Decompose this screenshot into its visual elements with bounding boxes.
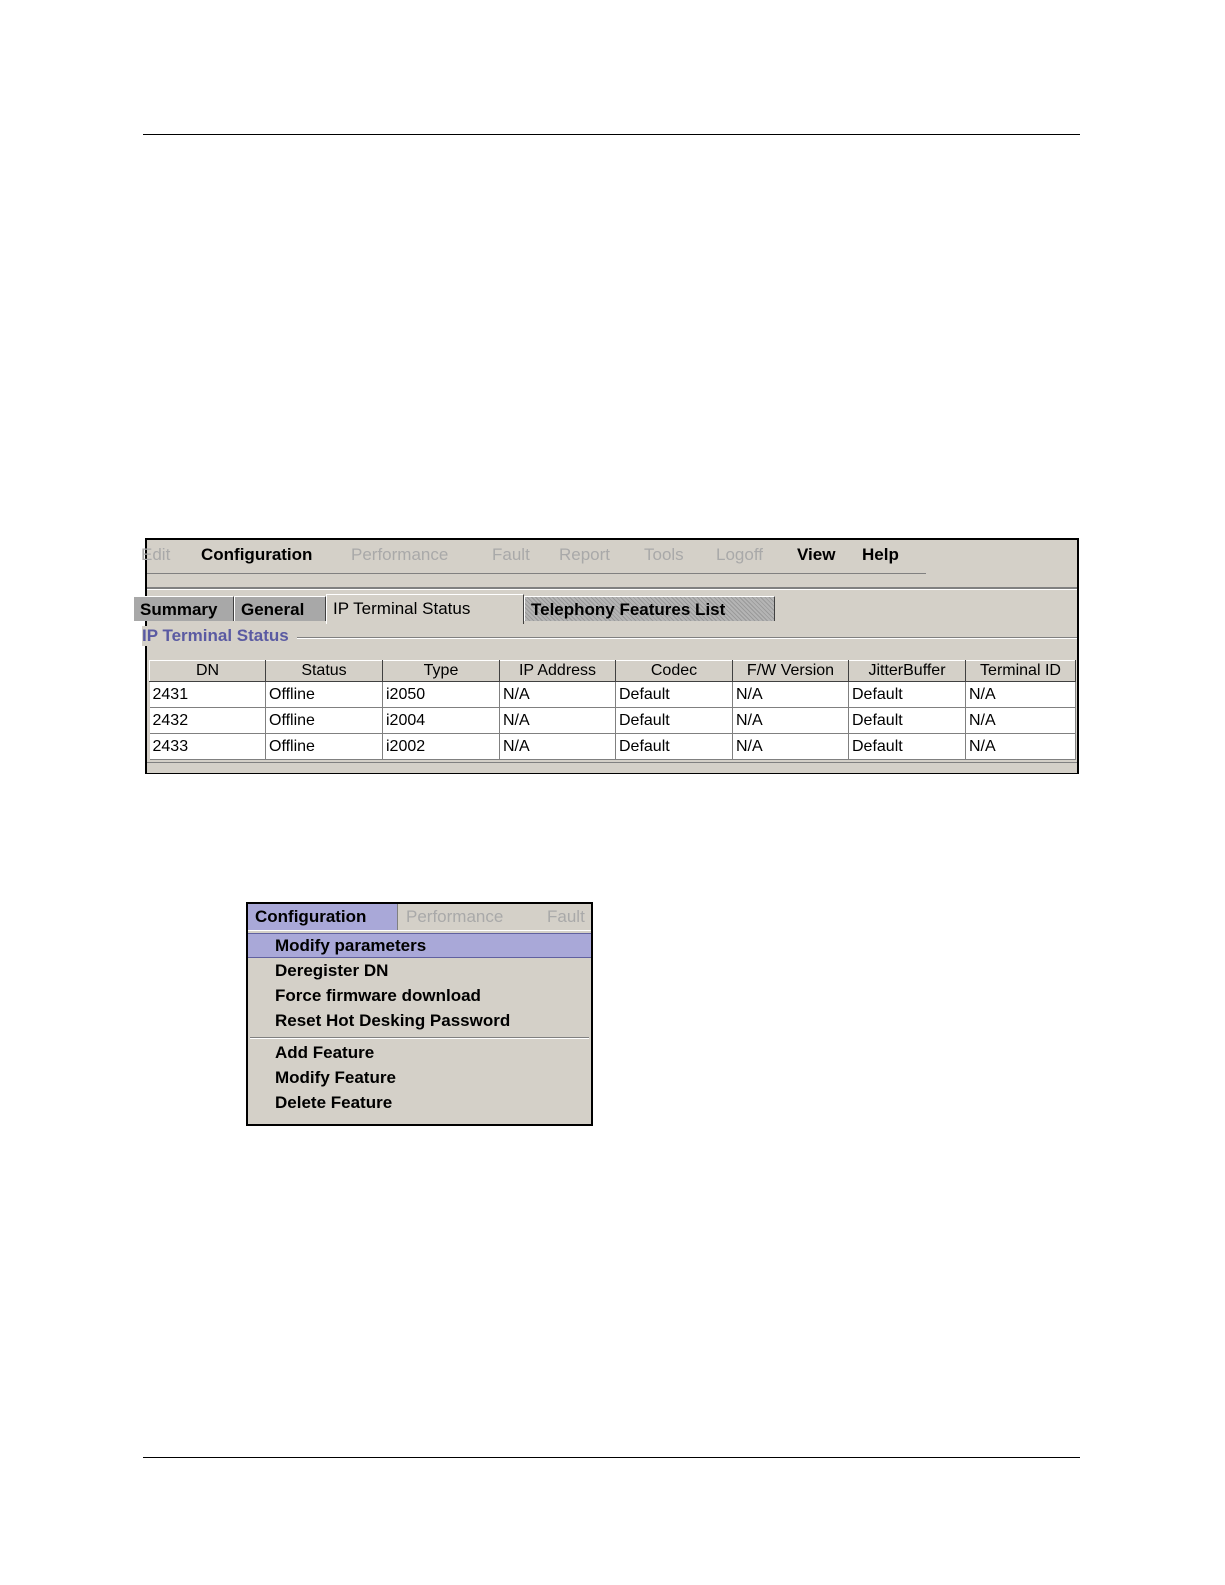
- col-header-ip-address[interactable]: IP Address: [500, 661, 616, 682]
- menu-edit[interactable]: Edit: [141, 545, 171, 564]
- cell-jitterbuffer: Default: [849, 734, 966, 760]
- menu-item-force-firmware-download[interactable]: Force firmware download: [275, 986, 481, 1005]
- cell-codec: Default: [616, 708, 733, 734]
- cell-dn: 2433: [150, 734, 266, 760]
- col-header-fw-version[interactable]: F/W Version: [733, 661, 849, 682]
- col-header-codec[interactable]: Codec: [616, 661, 733, 682]
- menu-configuration[interactable]: Configuration: [248, 904, 398, 930]
- configuration-menu-window: [246, 902, 593, 1126]
- col-header-dn[interactable]: DN: [150, 661, 266, 682]
- table-row[interactable]: [150, 682, 1076, 708]
- cell-fw-version: N/A: [733, 682, 849, 708]
- menu-logoff[interactable]: Logoff: [716, 545, 763, 564]
- tab-ip-terminal-status[interactable]: IP Terminal Status: [326, 594, 524, 624]
- cell-type: i2002: [383, 734, 500, 760]
- configuration-dropdown: [248, 930, 591, 1125]
- cell-terminal-id: N/A: [966, 682, 1076, 708]
- cell-jitterbuffer: Default: [849, 682, 966, 708]
- menu-tools[interactable]: Tools: [644, 545, 684, 564]
- cell-ip-address: N/A: [500, 708, 616, 734]
- cell-status: Offline: [266, 708, 383, 734]
- menu-separator: [250, 1037, 589, 1039]
- cell-status: Offline: [266, 734, 383, 760]
- cell-ip-address: N/A: [500, 682, 616, 708]
- ip-terminal-status-window: [140, 538, 1079, 774]
- menu-item-delete-feature[interactable]: Delete Feature: [275, 1093, 393, 1112]
- col-header-terminal-id[interactable]: Terminal ID: [966, 661, 1076, 682]
- cell-ip-address: N/A: [500, 734, 616, 760]
- cell-dn: 2432: [150, 708, 266, 734]
- menu-fault[interactable]: Fault: [547, 907, 585, 926]
- cell-codec: Default: [616, 682, 733, 708]
- section-divider: [297, 637, 1077, 639]
- col-header-type[interactable]: Type: [383, 661, 500, 682]
- cell-fw-version: N/A: [733, 708, 849, 734]
- cell-terminal-id: N/A: [966, 708, 1076, 734]
- tab-general[interactable]: General: [234, 596, 326, 621]
- menu-item-reset-hot-desking-password[interactable]: Reset Hot Desking Password: [275, 1011, 511, 1030]
- page-header-rule: [143, 134, 1080, 135]
- menu-bar: [141, 540, 1077, 590]
- cell-dn: 2431: [150, 682, 266, 708]
- menu-performance[interactable]: Performance: [406, 907, 504, 926]
- cell-type: i2004: [383, 708, 500, 734]
- page-footer-rule: [143, 1457, 1080, 1458]
- table-header-row: [150, 661, 1076, 682]
- cell-jitterbuffer: Default: [849, 708, 966, 734]
- table-row[interactable]: [150, 708, 1076, 734]
- cell-terminal-id: N/A: [966, 734, 1076, 760]
- section-title: IP Terminal Status: [142, 626, 293, 646]
- menu-fault[interactable]: Fault: [492, 545, 530, 564]
- menu-configuration[interactable]: Configuration: [201, 545, 313, 564]
- tab-summary[interactable]: Summary: [133, 596, 234, 621]
- menu-bar: [248, 904, 591, 930]
- col-header-status[interactable]: Status: [266, 661, 383, 682]
- menu-help[interactable]: Help: [862, 545, 899, 564]
- menu-item-deregister-dn[interactable]: Deregister DN: [275, 961, 389, 980]
- menu-report[interactable]: Report: [559, 545, 611, 564]
- col-header-jitterbuffer[interactable]: JitterBuffer: [849, 661, 966, 682]
- cell-codec: Default: [616, 734, 733, 760]
- table-row[interactable]: [150, 734, 1076, 760]
- menu-separator: [147, 587, 1077, 590]
- cell-fw-version: N/A: [733, 734, 849, 760]
- tab-telephony-features-list[interactable]: Telephony Features List: [524, 596, 775, 621]
- menu-item-add-feature[interactable]: Add Feature: [275, 1043, 375, 1062]
- table-bottom-edge: [147, 762, 1077, 773]
- menu-item-modify-feature[interactable]: Modify Feature: [275, 1068, 396, 1087]
- cell-type: i2050: [383, 682, 500, 708]
- menu-item-modify-parameters[interactable]: Modify parameters: [248, 933, 591, 958]
- menu-performance[interactable]: Performance: [351, 545, 449, 564]
- cell-status: Offline: [266, 682, 383, 708]
- tab-strip: [140, 594, 1077, 624]
- menu-underline: [147, 573, 926, 574]
- menu-view[interactable]: View: [797, 545, 836, 564]
- ip-terminal-table: [149, 660, 1076, 760]
